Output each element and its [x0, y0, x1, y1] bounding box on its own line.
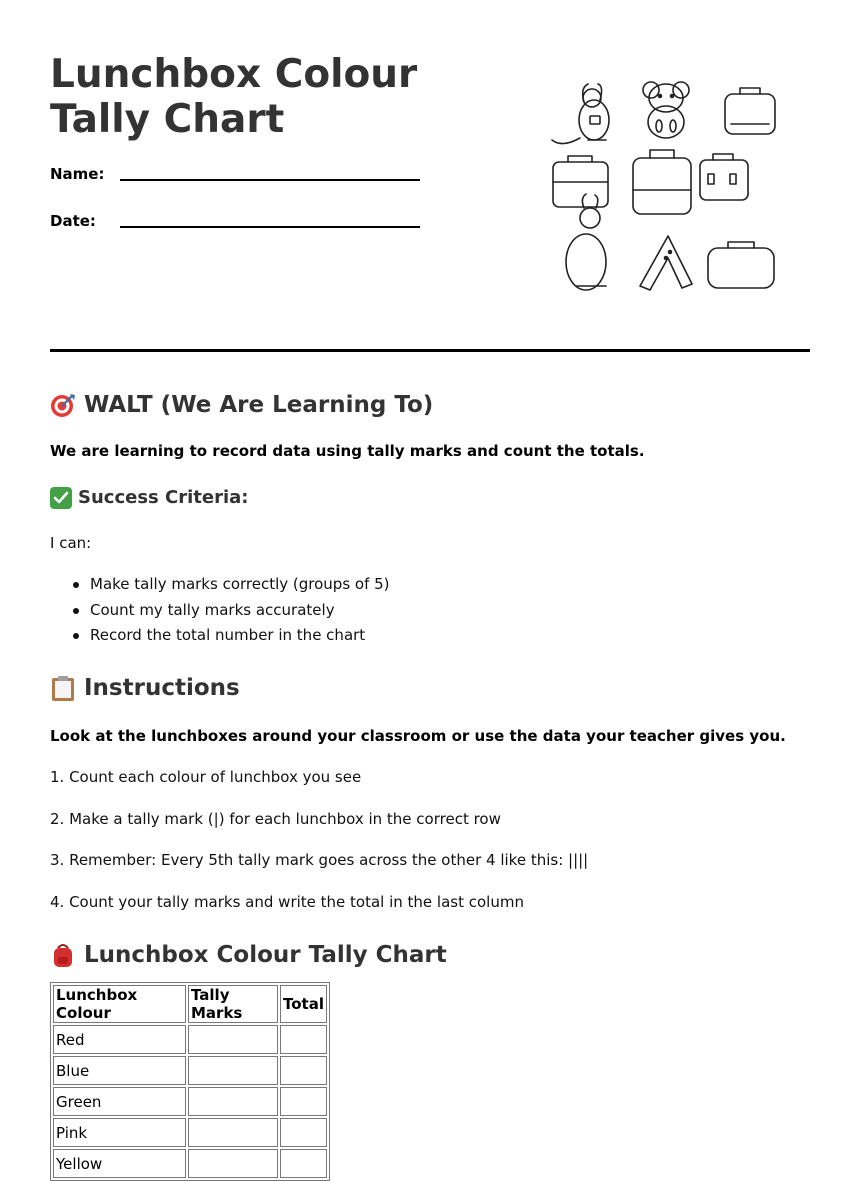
tally-chart-heading-text: Lunchbox Colour Tally Chart [84, 942, 447, 968]
total-cell[interactable] [280, 1149, 327, 1178]
lunchbox-icon [553, 156, 608, 207]
lunchbox-icon [700, 154, 748, 200]
colour-cell: Red [53, 1025, 186, 1054]
success-criteria-heading-text: Success Criteria: [78, 487, 249, 508]
kangaroo-lunchbox-illustration [548, 72, 780, 298]
column-header: Lunchbox Colour [53, 985, 186, 1023]
list-item: Make tally marks correctly (groups of 5) [50, 572, 390, 598]
table-row [53, 1149, 327, 1178]
target-icon [50, 392, 76, 418]
worksheet-header [50, 0, 810, 352]
instructions-heading-text: Instructions [84, 675, 240, 701]
column-header: Tally Marks [188, 985, 278, 1023]
column-header: Total [280, 985, 327, 1023]
lunchbox-icon [633, 150, 691, 214]
table-row [53, 1056, 327, 1085]
list-item: Count my tally marks accurately [50, 598, 390, 624]
total-cell[interactable] [280, 1025, 327, 1054]
kangaroo-icon [566, 194, 606, 290]
lunchbox-icon [725, 88, 775, 134]
total-cell[interactable] [280, 1118, 327, 1147]
date-field [50, 212, 96, 230]
instruction-step: 4. Count your tally marks and write the total in the last column [50, 893, 524, 911]
success-criteria-list [50, 572, 390, 649]
table-header-row [53, 985, 327, 1023]
colour-cell: Green [53, 1087, 186, 1116]
koala-icon [643, 82, 689, 138]
tally-chart-heading [50, 941, 447, 969]
instruction-step: 1. Count each colour of lunchbox you see [50, 768, 362, 786]
success-intro: I can: [50, 534, 92, 552]
lunchbox-icon [708, 242, 774, 288]
clipboard-icon [50, 675, 76, 701]
date-label: Date: [50, 212, 96, 230]
walt-heading [50, 391, 433, 419]
tally-cell[interactable] [188, 1118, 278, 1147]
walt-statement: We are learning to record data using tally marks and count the totals. [50, 442, 645, 460]
table-row [53, 1087, 327, 1116]
colour-cell: Pink [53, 1118, 186, 1147]
kangaroo-icon [552, 84, 609, 144]
name-label: Name: [50, 165, 105, 183]
name-field [50, 165, 104, 183]
instruction-step: 2. Make a tally mark (|) for each lunchbox in the correct row [50, 810, 501, 828]
table-row [53, 1025, 327, 1054]
instructions-heading [50, 674, 240, 702]
backpack-icon [50, 942, 76, 968]
date-line[interactable] [120, 226, 420, 228]
colour-cell: Yellow [53, 1149, 186, 1178]
total-cell[interactable] [280, 1056, 327, 1085]
check-mark-icon [50, 487, 72, 509]
tally-cell[interactable] [188, 1056, 278, 1085]
header-divider [50, 349, 810, 352]
list-item: Record the total number in the chart [50, 623, 390, 649]
total-cell[interactable] [280, 1087, 327, 1116]
page-title: Lunchbox Colour Tally Chart [50, 52, 418, 142]
instruction-step: 3. Remember: Every 5th tally mark goes across the other 4 like this: |||| [50, 851, 589, 869]
tally-cell[interactable] [188, 1025, 278, 1054]
success-criteria-heading [50, 487, 248, 509]
tally-table [50, 982, 330, 1181]
instructions-lead: Look at the lunchboxes around your classroom or use the data your teacher gives you. [50, 727, 786, 745]
boomerang-icon [640, 236, 692, 290]
worksheet [50, 0, 810, 1173]
colour-cell: Blue [53, 1056, 186, 1085]
name-line[interactable] [120, 179, 420, 181]
tally-cell[interactable] [188, 1087, 278, 1116]
tally-cell[interactable] [188, 1149, 278, 1178]
table-row [53, 1118, 327, 1147]
walt-heading-text: WALT (We Are Learning To) [84, 392, 434, 418]
